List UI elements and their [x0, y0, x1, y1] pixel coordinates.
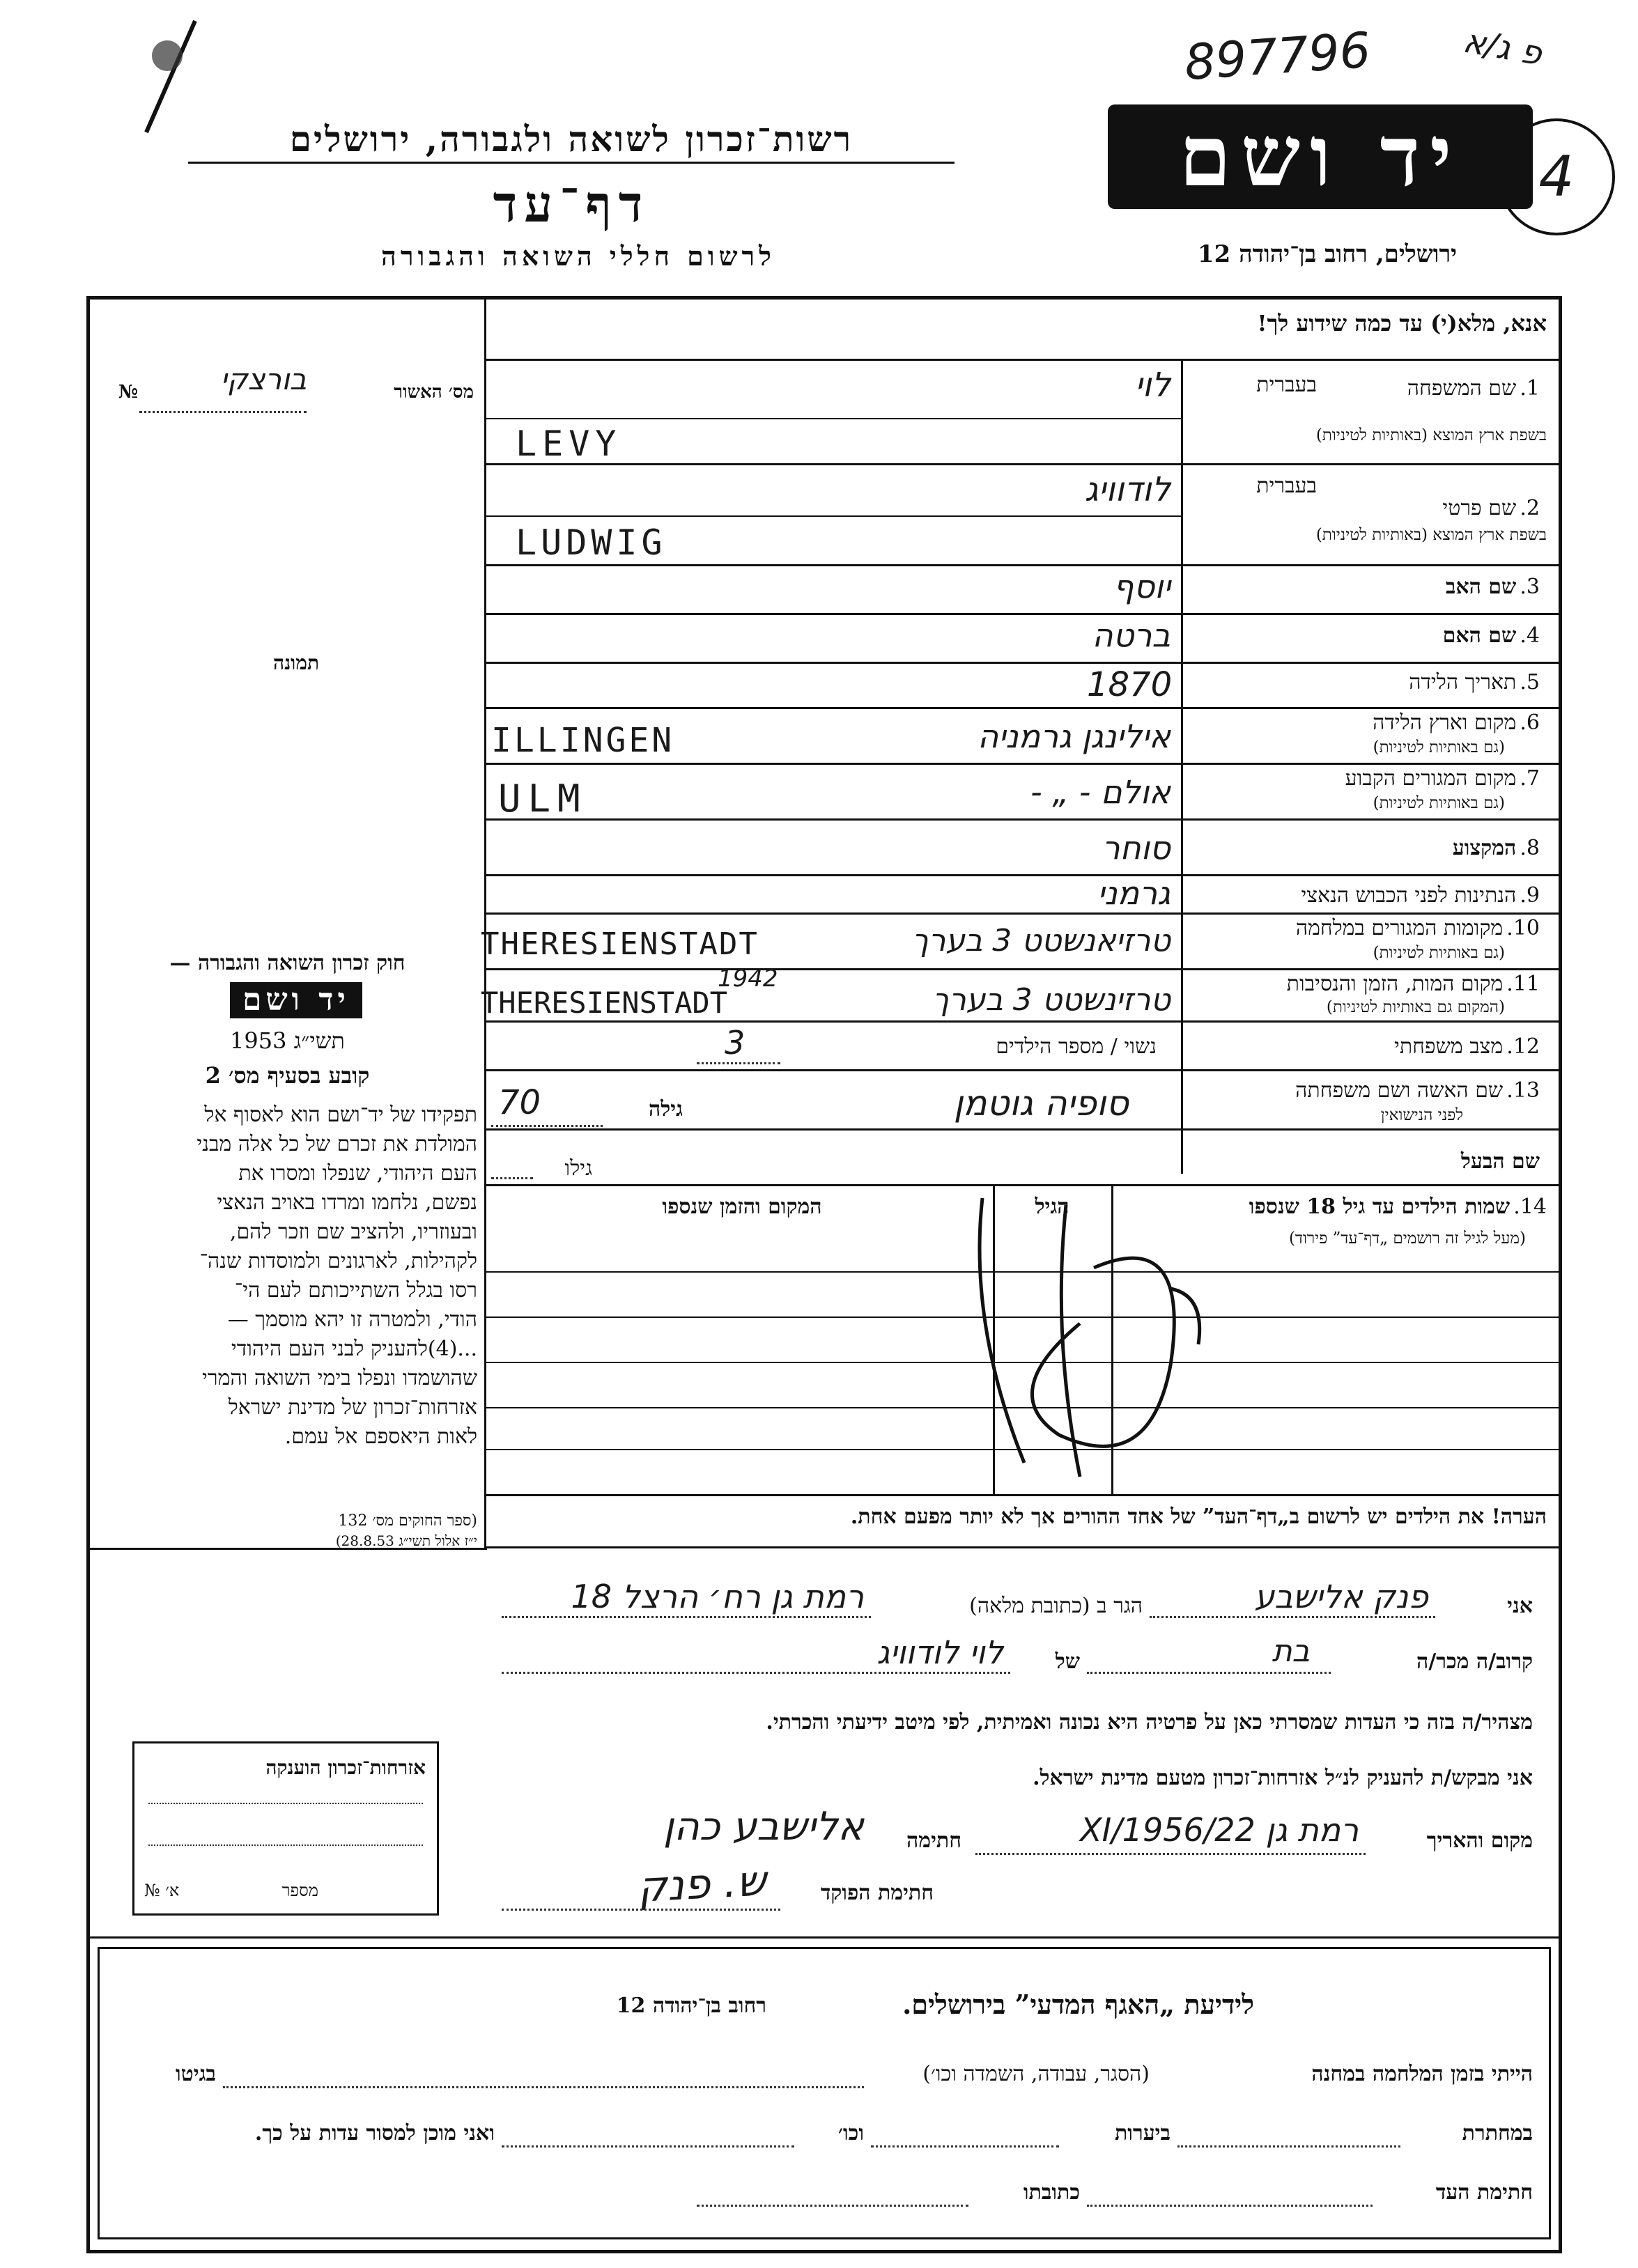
law-line: ובעוזריו, ולהציב שם וזכר להם,	[229, 1220, 477, 1244]
field-sub: בשפת ארץ המוצא (באותיות לטיניות)	[1315, 526, 1547, 544]
file-number: 897796	[1182, 21, 1373, 92]
law-citation: (ספר החוקים מס׳ 132	[338, 1512, 477, 1530]
field-wartime-residence	[1184, 916, 1540, 940]
citizenship-box-no-mark: № א׳	[144, 1881, 180, 1900]
law-line: ...(4)להעניק לבני העם היהודי	[231, 1337, 477, 1361]
death-year: 1942	[718, 965, 778, 993]
citizenship-box-no-label: מספר	[281, 1881, 318, 1900]
footer-address-label: כתובתו	[1023, 2180, 1080, 2205]
field-num: 13.	[1506, 1078, 1540, 1103]
field-first-name	[1184, 496, 1540, 520]
field-birthdate	[1184, 670, 1540, 694]
field-profession	[1184, 836, 1540, 860]
footer-camp-types: (הסגר, עבודה, השמדה וכו׳)	[922, 2062, 1150, 2086]
mother-name: ברטה	[1092, 616, 1170, 654]
husband-label: שם הבעל	[1460, 1149, 1540, 1174]
field-num: 6.	[1520, 710, 1540, 735]
field-num: 14.	[1513, 1195, 1547, 1219]
corner-mark: פ ג/א	[1460, 21, 1545, 74]
citizenship-box	[132, 1741, 439, 1916]
field-num: 2.	[1520, 496, 1540, 520]
birthplace-latin: ILLINGEN	[491, 721, 675, 760]
children-sub: (מעל לגיל זה רושמים „דף־עד” פירוד)	[1288, 1229, 1526, 1248]
residence-latin: ULM	[498, 777, 587, 821]
form-title: דף־עד	[493, 174, 650, 233]
footer-address: רחוב בן־יהודה 12	[616, 1994, 766, 2018]
children-note: הערה! את הילדים יש לרשום ב„דף־העד” של אחד ההורים אך לא יותר מפעם אחת.	[850, 1505, 1547, 1529]
law-line: רסו בגלל השתייכותם לעם הי־	[234, 1278, 477, 1303]
form-subtitle: לרשום חללי השואה והגבורה	[381, 240, 775, 272]
declaration-line1: מצהיר/ה בזה כי העדות שמסרתי כאן על פרטיה היא נכונה ואמיתית, לפי מיטב ידיעתי והכרתי.	[766, 1710, 1533, 1734]
children-col-place: המקום והזמן שנספו	[662, 1195, 822, 1219]
approval-number: בורצקי	[220, 362, 307, 396]
field-label: מקום המות, הזמן והנסיבות	[1286, 972, 1504, 996]
field-num: 7.	[1520, 766, 1540, 791]
profession: סוחר	[1102, 829, 1170, 867]
field-label: המקצוע	[1452, 836, 1517, 860]
law-line: נפשם, נלחמו ומרדו באויב הנאצי	[217, 1190, 477, 1215]
field-num: 1.	[1520, 376, 1540, 401]
footer-forest-label: ביערות	[1114, 2121, 1170, 2145]
field-label: שם האב	[1445, 575, 1517, 599]
field-num: 5.	[1520, 670, 1540, 694]
footer-etc-label: וכו׳	[838, 2121, 864, 2145]
field-label: תאריך הלידה	[1409, 670, 1517, 694]
wartime-residence-hebrew: טרזיאנשטט 3 בערך	[911, 923, 1170, 958]
field-num: 12.	[1506, 1034, 1540, 1059]
marital-status-value: נשוי / מספר הילדים	[996, 1034, 1157, 1059]
death-place-hebrew: טרזינשטט 3 בערך	[932, 982, 1170, 1018]
field-num: 4.	[1520, 623, 1540, 648]
field-sub: (גם באותיות לטיניות)	[1373, 944, 1505, 962]
field-num: 10.	[1506, 916, 1540, 940]
law-line: המולדת את זכרם של כל אלה מבני	[196, 1132, 477, 1156]
field-label: מקום המגורים הקבוע	[1345, 766, 1517, 791]
header-address: ירושלים, רחוב בן־יהודה 12	[1197, 240, 1458, 268]
field-label: שם האשה ושם משפחתה	[1295, 1078, 1504, 1103]
scribble-icon	[941, 1184, 1254, 1498]
signature-label: חתימה	[906, 1828, 961, 1853]
field-label: שם פרטי	[1442, 496, 1517, 520]
field-num: 3.	[1520, 575, 1540, 599]
officer-signature: ש. פנק	[636, 1856, 768, 1912]
declaration-ani: אני	[1507, 1594, 1533, 1618]
officer-signature-label: חתימת הפוקד	[820, 1881, 934, 1905]
footer-title: לידיעת „האגף המדעי” בירושלים.	[902, 1989, 1254, 2020]
declarant-address: רמת גן רח׳ הרצל 18	[571, 1578, 864, 1615]
wife-age-label: גילה	[648, 1097, 683, 1121]
family-name-latin: LEVY	[516, 424, 622, 464]
birthplace-hebrew: אילינגן גרמניה	[978, 717, 1170, 755]
in-hebrew-label: בעברית	[1256, 474, 1317, 498]
field-death-place	[1184, 972, 1540, 996]
law-line: תפקידו של יד־ושם הוא לאסוף אל	[204, 1103, 477, 1127]
field-sub: לפני הנישואין	[1380, 1106, 1463, 1124]
law-line: שהושמדו ונפלו בימי השואה והמרי	[201, 1366, 477, 1390]
first-name-latin: LUDWIG	[516, 522, 667, 563]
declaration-line2: אני מבקש/ת להעניק לנ״ל אזרחות־זכרון מטעם מדינת ישראל.	[1033, 1766, 1533, 1790]
declaration-resides: הגר ב (כתובת מלאה)	[969, 1594, 1143, 1618]
field-sub: (גם באותיות לטיניות)	[1373, 738, 1505, 756]
relative-label: קרוב/ה מכר/ה	[1416, 1649, 1533, 1674]
children-col-age: הגיל	[1035, 1195, 1069, 1219]
field-marital-status	[1184, 1034, 1540, 1059]
wife-age: 70	[498, 1083, 541, 1122]
birth-year: 1870	[1087, 665, 1173, 704]
instruction: אנא, מלא(י) עד כמה שידוע לך!	[1257, 310, 1547, 336]
field-label: הנתינות לפני הכבוש הנאצי	[1301, 883, 1517, 908]
footer-ghetto-label: בגיטו	[175, 2062, 216, 2086]
of-name: לוי לודוויג	[876, 1633, 1003, 1671]
footer-witness-sig-label: חתימת העד	[1435, 2180, 1533, 2205]
photo-label: תמונה	[272, 651, 320, 674]
footer-testify-label: ואני מוכן למסור עדות על כך.	[254, 2121, 495, 2145]
law-line: לקהילות, לארגונים ולמוסדות שנה־	[199, 1249, 477, 1273]
first-name-hebrew: לודוויג	[1084, 470, 1170, 509]
law-line: אזרחות־זכרון של מדינת ישראל	[228, 1395, 477, 1420]
field-label: שם המשפחה	[1407, 376, 1517, 401]
approval-label: מס׳ האשור	[394, 382, 474, 403]
law-line: העם היהודי, שנפלו ומסרו את	[238, 1161, 477, 1186]
field-num: 11.	[1506, 972, 1540, 996]
field-label: מקום וארץ הלידה	[1373, 710, 1517, 735]
field-residence	[1184, 766, 1540, 791]
field-wife-name	[1184, 1078, 1540, 1103]
field-father	[1184, 575, 1540, 599]
circled-number: 4	[1538, 144, 1575, 209]
footer-camp-label: הייתי בזמן המלחמה במחנה	[1311, 2062, 1533, 2086]
wartime-residence-latin: THERESIENSTADT	[481, 926, 759, 962]
husband-age-label: גילו	[564, 1156, 592, 1181]
declarant-name: פנק אלישבע	[1254, 1578, 1428, 1615]
law-line: הודי, ולמטרה זו יהא מוסמך —	[227, 1307, 477, 1332]
field-nationality	[1184, 883, 1540, 908]
field-label: מקומות המגורים במלחמה	[1295, 916, 1504, 940]
field-label: מצב משפחתי	[1394, 1034, 1504, 1059]
law-section: קובע בסעיף מס׳ 2	[205, 1062, 370, 1089]
field-sub: בשפת ארץ המוצא (באותיות לטיניות)	[1315, 426, 1547, 444]
field-birthplace	[1184, 710, 1540, 735]
law-logo: יד ושם	[230, 982, 362, 1018]
footer-underground-label: במחתרת	[1462, 2121, 1533, 2145]
in-hebrew-label: בעברית	[1256, 373, 1317, 397]
field-num: 9.	[1520, 883, 1540, 908]
children-count: 3	[725, 1024, 745, 1062]
yad-vashem-logo: יד ושם	[1108, 104, 1533, 209]
law-line: לאות היאספם אל עמם.	[284, 1424, 477, 1449]
death-place-latin: THERESIENSTADT	[481, 986, 728, 1020]
residence-hebrew: אולם - „ -	[1030, 773, 1170, 811]
law-title: חוק זכרון השואה והגבורה —	[169, 951, 405, 975]
field-sub: (המקום גם באותיות לטיניות)	[1326, 998, 1505, 1016]
approval-no-mark: №	[118, 382, 139, 403]
field-label: שם האם	[1442, 623, 1517, 648]
authority-title: רשות־זכרון לשואה ולגבורה, ירושלים	[289, 118, 853, 160]
place-date-label: מקום והאריך	[1426, 1828, 1533, 1853]
law-citation-date: י״ז אלול תשי״ג 28.8.53)	[335, 1532, 477, 1549]
place-date: רמת גן 22/XI/1956	[1080, 1811, 1359, 1849]
relation-value: בת	[1272, 1633, 1310, 1669]
wife-name: סופיה גוטמן	[953, 1083, 1129, 1124]
law-year: תשי״ג 1953	[230, 1027, 345, 1054]
nationality: גרמני	[1097, 874, 1170, 912]
field-num: 8.	[1520, 836, 1540, 860]
law-text	[98, 1101, 477, 1452]
family-name-hebrew: לוי	[1134, 366, 1170, 405]
field-mother	[1184, 623, 1540, 648]
field-sub: (גם באותיות לטיניות)	[1373, 794, 1505, 812]
field-label: שמות הילדים עד גיל 18 שנספו	[1249, 1195, 1510, 1219]
of-label: של	[1055, 1649, 1080, 1674]
father-name: יוסף	[1113, 568, 1170, 605]
citizenship-box-title: אזרחות־זכרון הוענקה	[265, 1756, 426, 1779]
declarant-signature: אלישבע כהן	[663, 1804, 864, 1849]
